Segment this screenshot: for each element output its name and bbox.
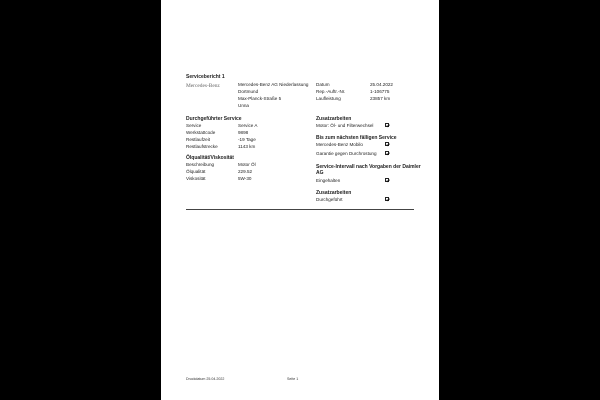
oil-label: Beschreibung bbox=[186, 162, 215, 167]
oil-label: Ölqualität bbox=[186, 169, 206, 174]
meta-label: Rep.-Auftr.-Nr. bbox=[316, 89, 346, 94]
next-service-item: Garantie gegen Durchrostung bbox=[316, 151, 377, 156]
report-page bbox=[161, 0, 439, 400]
print-date: Druckdatum 25.04.2022 bbox=[186, 377, 225, 381]
next-service-title: Bis zum nächsten fälligen Service bbox=[316, 135, 397, 141]
meta-value: 25.04.2022 bbox=[370, 82, 393, 87]
dealer-line: Mercedes-Benz AG Niederlassung bbox=[238, 82, 309, 87]
service-value: 9898 bbox=[238, 130, 249, 135]
checkmark-icon bbox=[385, 178, 389, 182]
dealer-line: Max-Planck-Straße 5 bbox=[238, 96, 282, 101]
oil-section-title: Ölqualität/Viskosität bbox=[186, 155, 234, 161]
service-value: -19 Tage bbox=[238, 137, 256, 142]
page-number: Seite 1 bbox=[287, 377, 299, 381]
service-value: Service A bbox=[238, 123, 258, 128]
service-label: Werkstattcode bbox=[186, 130, 216, 135]
oil-value: Motor Öl bbox=[238, 162, 256, 167]
next-service-item: Mercedes-Benz Mobilo bbox=[316, 142, 363, 147]
meta-label: Datum bbox=[316, 82, 330, 87]
checkmark-icon bbox=[385, 142, 389, 146]
interval-title-line: Service-Intervall nach Vorgaben der Daimler bbox=[316, 164, 421, 170]
checkmark-icon bbox=[385, 151, 389, 155]
meta-value: 1-106775 bbox=[370, 89, 390, 94]
checkmark-icon bbox=[385, 123, 389, 127]
dealer-line: Dortmund bbox=[238, 89, 259, 94]
report-title: Servicebericht 1 bbox=[186, 74, 225, 80]
interval-title-line: AG bbox=[316, 170, 324, 176]
zusatz-item: Motor: Öl- und Filterwechsel bbox=[316, 123, 374, 128]
dealer-line: Unna bbox=[238, 103, 249, 108]
oil-label: Viskosität bbox=[186, 176, 206, 181]
service-label: Restlaufzeit bbox=[186, 137, 211, 142]
oil-value: 229.52 bbox=[238, 169, 253, 174]
service-value: 1143 km bbox=[238, 144, 256, 149]
checkmark-icon bbox=[385, 197, 389, 201]
mercedes-logo-text: Mercedes-Benz bbox=[186, 83, 220, 89]
interval-item: Eingehalten bbox=[316, 178, 341, 183]
service-label: Restlaufstrecke bbox=[186, 144, 218, 149]
service-label: Service bbox=[186, 123, 202, 128]
service-section-title: Durchgeführter Service bbox=[186, 116, 242, 122]
oil-value: 5W-30 bbox=[238, 176, 252, 181]
meta-value: 23857 km bbox=[370, 96, 391, 101]
zusatz-title: Zusatzarbeiten bbox=[316, 190, 352, 196]
section-divider bbox=[186, 209, 414, 210]
zusatz-item: Durchgeführt bbox=[316, 197, 343, 202]
meta-label: Laufleistung bbox=[316, 96, 341, 101]
zusatz-title: Zusatzarbeiten bbox=[316, 116, 352, 122]
